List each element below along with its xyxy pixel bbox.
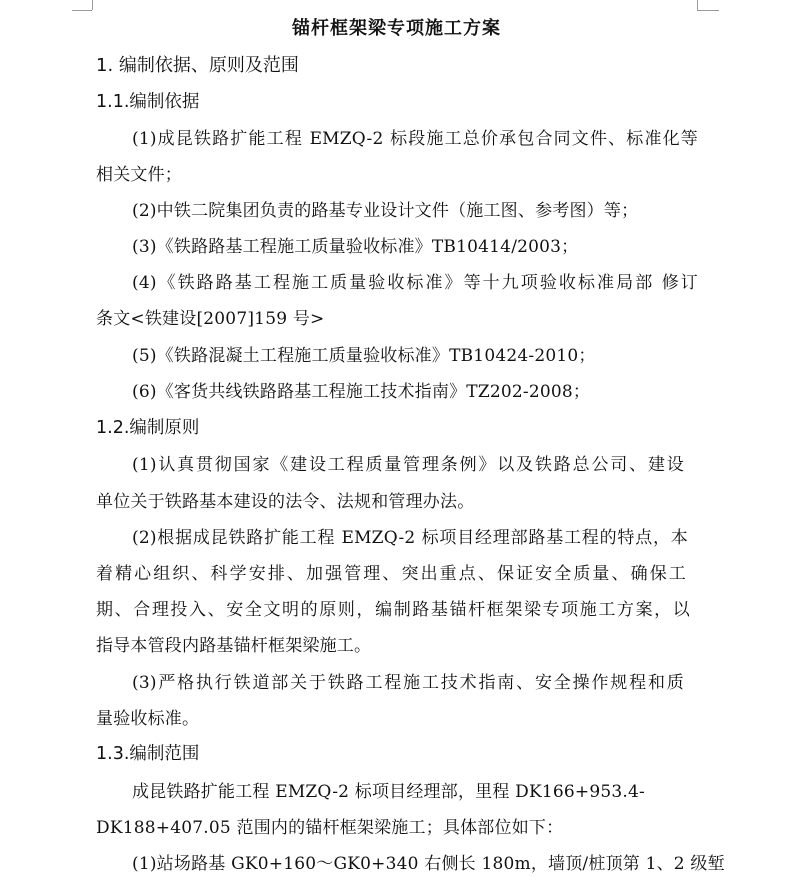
principle-item-1-line-1: (1)认真贯彻国家《建设工程质量管理条例》以及铁路总公司、建设 [132,455,684,475]
principle-item-3-line-2: 量验收标准。 [96,709,200,729]
section-1-heading: 1. 编制依据、原则及范围 [96,55,299,76]
principle-item-1-line-2: 单位关于铁路基本建设的法令、法规和管理办法。 [96,492,475,512]
crop-mark-top-right [697,0,698,10]
crop-mark-top-left [92,0,93,10]
scope-paragraph-line-1: 成昆铁路扩能工程 EMZQ-2 标项目经理部，里程 DK166+953.4- [132,782,645,802]
document-title: 锚杆框架梁专项施工方案 [292,18,501,39]
basis-item-2: (2)中铁二院集团负责的路基专业设计文件（施工图、参考图）等； [132,201,639,221]
basis-item-4-line-1: (4)《铁路路基工程施工质量验收标准》等十九项验收标准局部 修订 [132,273,698,293]
basis-item-1-line-1: (1)成昆铁路扩能工程 EMZQ-2 标段施工总价承包合同文件、标准化等 [132,129,698,149]
crop-mark-top-right-horizontal [697,10,719,11]
basis-item-1-line-2: 相关文件； [96,165,182,185]
principle-item-2-line-1: (2)根据成昆铁路扩能工程 EMZQ-2 标项目经理部路基工程的特点，本 [132,528,688,548]
scope-item-1-line-1: (1)站场路基 GK0+160～GK0+340 右侧长 180m，墙顶/桩顶第 1、2 级堑 [132,854,725,874]
basis-item-4-line-2: 条文<铁建设[2007]159 号> [96,309,325,329]
section-1-1-heading: 1.1.编制依据 [96,92,200,112]
scope-paragraph-line-2: DK188+407.05 范围内的锚杆框架梁施工；具体部位如下： [96,818,564,838]
principle-item-3-line-1: (3)严格执行铁道部关于铁路工程施工技术指南、安全操作规程和质 [132,673,684,693]
section-1-3-heading: 1.3.编制范围 [96,744,200,764]
basis-item-5: (5)《铁路混凝土工程施工质量验收标准》TB10424-2010； [132,346,596,366]
principle-item-2-line-4: 指导本管段内路基锚杆框架梁施工。 [96,636,372,656]
crop-mark-top-left-horizontal [72,10,92,11]
principle-item-2-line-2: 着精心组织、科学安排、加强管理、突出重点、保证安全质量、确保工 [96,564,686,584]
principle-item-2-line-3: 期、合理投入、安全文明的原则，编制路基锚杆框架梁专项施工方案，以 [96,600,690,620]
section-1-2-heading: 1.2.编制原则 [96,418,200,438]
basis-item-6: (6)《客货共线铁路路基工程施工技术指南》TZ202-2008； [132,382,591,402]
basis-item-3: (3)《铁路路基工程施工质量验收标准》TB10414/2003； [132,237,579,257]
